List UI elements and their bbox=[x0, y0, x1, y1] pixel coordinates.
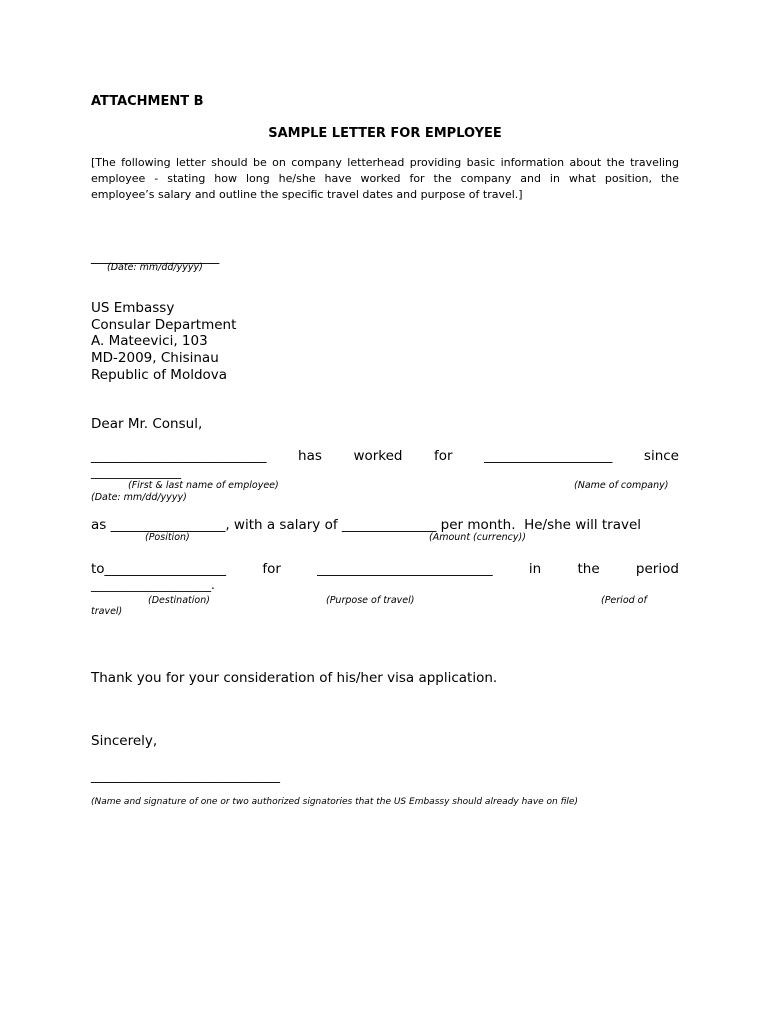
amount-hint: (Amount (currency)) bbox=[429, 532, 526, 543]
letter-title bbox=[0, 126, 770, 141]
word-worked: worked bbox=[353, 448, 403, 464]
thanks-line: Thank you for your consideration of his/her visa application. bbox=[91, 670, 498, 686]
period-hint-a: (Period of bbox=[601, 595, 647, 606]
company-name-hint: (Name of company) bbox=[574, 480, 669, 491]
period-blank: ____________________. bbox=[91, 578, 215, 592]
intro-line-2: employee - stating how long he/she have worked for the company and in what position, the bbox=[91, 172, 679, 185]
address-line-2: Consular Department bbox=[91, 317, 237, 333]
closing-line: Sincerely, bbox=[91, 733, 158, 749]
address-line-5: Republic of Moldova bbox=[91, 367, 228, 383]
purpose-hint: (Purpose of travel) bbox=[326, 595, 415, 606]
word-for: for bbox=[434, 448, 453, 464]
word-for-2: for bbox=[262, 561, 281, 577]
signature-hint: (Name and signature of one or two authorized signatories that the US Embassy should already have on file) bbox=[91, 797, 578, 807]
intro-line-1: [The following letter should be on company letterhead providing basic information about the traveling bbox=[91, 156, 679, 169]
word-has: has bbox=[298, 448, 322, 464]
word-the: the bbox=[577, 561, 600, 577]
para3-row bbox=[91, 561, 679, 577]
company-name-blank: ___________________ bbox=[484, 448, 613, 464]
date-blank: ___________________ bbox=[91, 249, 220, 265]
purpose-blank: __________________________ bbox=[317, 561, 493, 577]
destination-blank: to__________________ bbox=[91, 561, 227, 577]
letter-title-text: SAMPLE LETTER FOR EMPLOYEE bbox=[268, 126, 502, 141]
destination-hint: (Destination) bbox=[148, 595, 210, 606]
date-hint: (Date: mm/dd/yyyy) bbox=[107, 262, 203, 273]
employee-name-hint: (First & last name of employee) bbox=[128, 480, 279, 491]
address-line-4: MD-2009, Chisinau bbox=[91, 350, 219, 366]
period-hint-b: travel) bbox=[91, 606, 123, 617]
para1-row bbox=[91, 448, 679, 464]
since-date-hint: (Date: mm/dd/yyyy) bbox=[91, 492, 187, 503]
address-line-3: A. Mateevici, 103 bbox=[91, 333, 208, 349]
position-hint: (Position) bbox=[145, 532, 190, 543]
word-in: in bbox=[528, 561, 542, 577]
intro-line-3: employee’s salary and outline the specific travel dates and purpose of travel.] bbox=[91, 188, 523, 201]
employee-name-blank: __________________________ bbox=[91, 448, 267, 464]
para2-line: as _________________, with a salary of ______________ per month. He/she will travel bbox=[91, 517, 642, 533]
word-since: since bbox=[643, 448, 679, 464]
signature-blank: ____________________________ bbox=[91, 768, 280, 784]
salutation: Dear Mr. Consul, bbox=[91, 416, 203, 432]
word-period: period bbox=[635, 561, 679, 577]
attachment-label: ATTACHMENT B bbox=[91, 94, 204, 109]
since-date-blank: _______________ bbox=[91, 465, 181, 479]
address-line-1: US Embassy bbox=[91, 300, 175, 316]
